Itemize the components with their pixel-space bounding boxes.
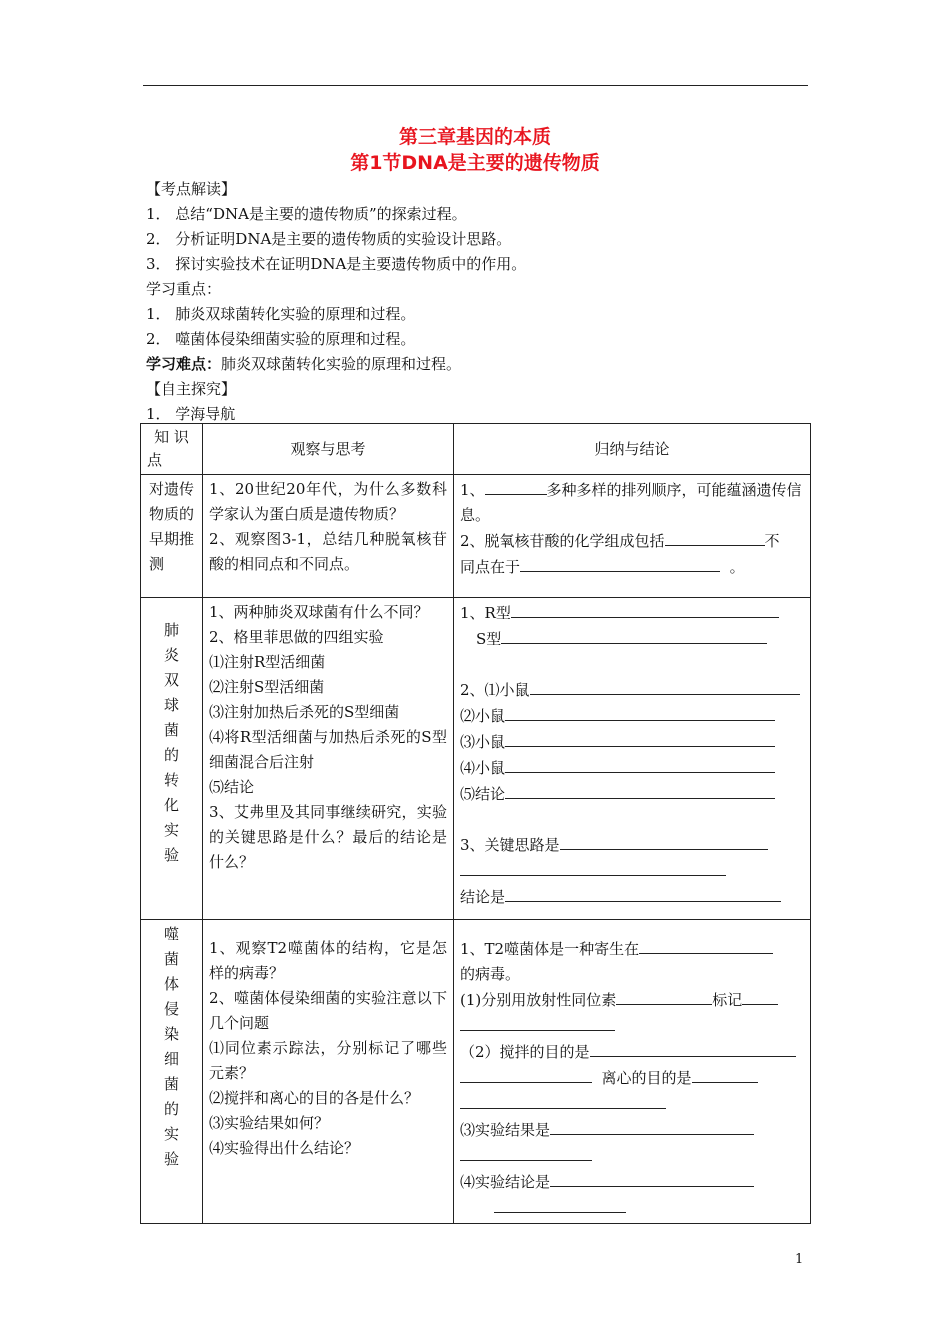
fill-blank[interactable] [550, 1169, 754, 1187]
kaodian-item: 1． 总结“DNA是主要的遗传物质”的探索过程。 [146, 205, 467, 223]
fill-blank[interactable] [505, 884, 781, 902]
header-rule [143, 85, 808, 86]
study-guide-table [140, 423, 811, 1224]
fill-blank[interactable] [501, 626, 767, 644]
observe-cell: 1、20世纪20年代，为什么多数科学家认为蛋白质是遗传物质？ 2、观察图3-1，总结几种脱氧核苷酸的相同点和不同点。 [203, 475, 454, 598]
table-row [141, 598, 811, 920]
topic-early-speculation: 对遗传物质的早期推测 [141, 475, 203, 598]
page-number: 1 [795, 1252, 804, 1267]
fill-blank[interactable] [616, 987, 712, 1005]
table-header-row [141, 424, 811, 475]
header-knowledge-point: 知 识 点 [141, 424, 203, 475]
fill-blank[interactable] [494, 1195, 626, 1213]
zizhu-heading: 【自主探究】 [146, 380, 237, 398]
zhongdian-item: 1． 肺炎双球菌转化实验的原理和过程。 [146, 305, 416, 323]
fill-blank[interactable] [520, 554, 720, 572]
fill-blank[interactable] [742, 987, 778, 1005]
observe-cell: 1、观察T2噬菌体的结构，它是怎样的病毒？ 2、噬菌体侵染细菌的实验注意以下几个问题 ⑴同位素示踪法，分别标记了哪些元素？ ⑵搅拌和离心的目的各是什么？ ⑶实验结果如何？ ⑷实验得出什么结论？ [203, 920, 454, 1224]
fill-blank[interactable] [505, 781, 775, 799]
section-title: 第1节DNA是主要的遗传物质 [350, 152, 600, 174]
conclude-cell: 1、T2噬菌体是一种寄生在 的病毒。 (1)分别用放射性同位素 标记 （2）搅拌的目的是 离心的目的是 ⑶实验结果是 ⑷实验结论是 [454, 920, 811, 1224]
fill-blank[interactable] [530, 677, 800, 695]
nandian-line [146, 353, 461, 374]
fill-blank[interactable] [505, 729, 775, 747]
observe-cell: 1、两种肺炎双球菌有什么不同？ 2、格里菲思做的四组实验 ⑴注射R型活细菌 ⑵注射S型活细菌 ⑶注射加热后杀死的S型细菌 ⑷将R型活细菌与加热后杀死的S型细菌混合后注射 ⑸结论 3、艾弗里及其同事继续研究，实验的关键思路是什么？最后的结论是什么？ [203, 598, 454, 920]
fill-blank[interactable] [460, 1143, 592, 1161]
topic-pneumococcus-transformation: 肺 炎 双 球 菌 的 转 化 实 验 [141, 598, 203, 920]
fill-blank[interactable] [560, 832, 768, 850]
fill-blank[interactable] [511, 600, 779, 618]
kaodian-heading: 【考点解读】 [146, 180, 237, 198]
fill-blank[interactable] [550, 1117, 754, 1135]
fill-blank[interactable] [460, 858, 726, 876]
table-row [141, 475, 811, 598]
zizhu-sub: 1． 学海导航 [146, 405, 236, 423]
header-conclude: 归纳与结论 [454, 424, 811, 475]
table-row [141, 920, 811, 1224]
header-observe: 观察与思考 [203, 424, 454, 475]
fill-blank[interactable] [505, 755, 775, 773]
fill-blank[interactable] [590, 1039, 796, 1057]
conclude-cell: 1、R型 S型 2、⑴小鼠 ⑵小鼠 ⑶小鼠 ⑷小鼠 ⑸结论 3、关键思路是 结论是 [454, 598, 811, 920]
fill-blank[interactable] [505, 703, 775, 721]
fill-blank[interactable] [639, 936, 773, 954]
fill-blank[interactable] [460, 1065, 592, 1083]
zhongdian-item: 2． 噬菌体侵染细菌实验的原理和过程。 [146, 330, 416, 348]
fill-blank[interactable] [460, 1013, 615, 1031]
conclude-cell: 1、 多种多样的排列顺序，可能蕴涵遗传信息。 2、脱氧核苷酸的化学组成包括 不 同点在于 。 [454, 475, 811, 598]
nandian-label: 学习难点： [146, 355, 222, 373]
kaodian-item: 3． 探讨实验技术在证明DNA是主要遗传物质中的作用。 [146, 255, 527, 273]
fill-blank[interactable] [485, 477, 547, 495]
fill-blank[interactable] [460, 1091, 666, 1109]
fill-blank[interactable] [665, 528, 765, 546]
topic-phage-infection: 噬 菌 体 侵 染 细 菌 的 实 验 [141, 920, 203, 1224]
chapter-title: 第三章基因的本质 [398, 126, 551, 148]
zhongdian-heading: 学习重点： [146, 280, 222, 298]
kaodian-item: 2． 分析证明DNA是主要的遗传物质的实验设计思路。 [146, 230, 512, 248]
nandian-text: 肺炎双球菌转化实验的原理和过程。 [221, 355, 462, 373]
fill-blank[interactable] [692, 1065, 758, 1083]
